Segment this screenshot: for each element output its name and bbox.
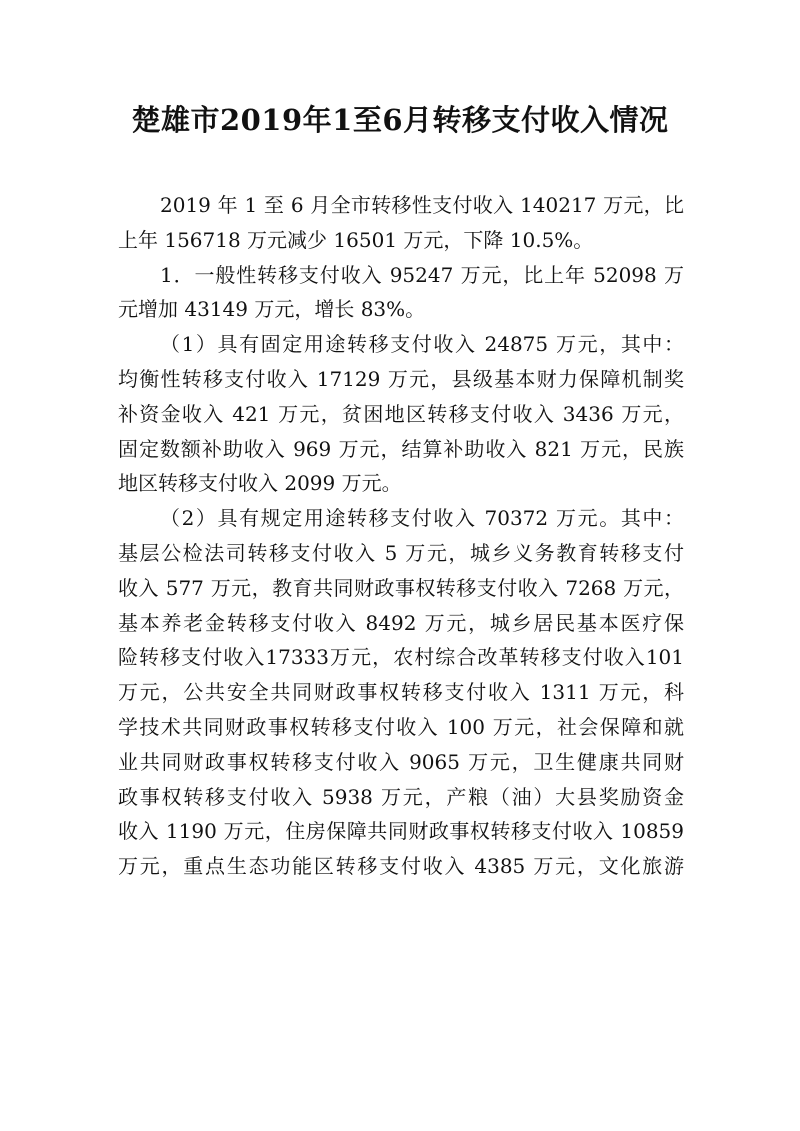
paragraph-2-line-1: 1．一般性转移支付收入 95247 万元，比上年 52098 万 [160,262,684,287]
paragraph-4-line-1: （2）具有规定用途转移支付收入 70372 万元。其中： [160,506,684,531]
paragraph-4-line-4: 基本养老金转移支付收入 8492 万元，城乡居民基本医疗保 [118,610,684,635]
paragraph-4-line-5: 险转移支付收入17333万元，农村综合改革转移支付收入101 [118,645,684,670]
paragraph-1-line-2: 上年 156718 万元减少 16501 万元，下降 10.5%。 [118,227,594,252]
document-title: 楚雄市2019年1至6月转移支付收入情况 [131,103,669,137]
paragraph-3-line-1: （1）具有固定用途转移支付收入 24875 万元，其中： [160,332,684,357]
paragraph-3-line-2: 均衡性转移支付收入 17129 万元，县级基本财力保障机制奖 [118,366,684,391]
paragraph-4-line-10: 收入 1190 万元，住房保障共同财政事权转移支付收入 10859 [118,819,684,844]
paragraph-1-line-1: 2019 年 1 至 6 月全市转移性支付收入 140217 万元，比 [160,193,684,217]
paragraph-3-line-4: 固定数额补助收入 969 万元，结算补助收入 821 万元，民族 [118,436,684,461]
paragraph-4-line-2: 基层公检法司转移支付收入 5 万元，城乡义务教育转移支付 [118,540,684,565]
paragraph-3-line-3: 补资金收入 421 万元，贫困地区转移支付收入 3436 万元， [118,401,684,426]
paragraph-3-line-5: 地区转移支付收入 2099 万元。 [118,471,402,496]
paragraph-4-line-9: 政事权转移支付收入 5938 万元，产粮（油）大县奖励资金 [118,784,684,809]
paragraph-2-line-2: 元增加 43149 万元，增长 83%。 [118,297,426,322]
paragraph-4-line-11: 万元，重点生态功能区转移支付收入 4385 万元，文化旅游 [118,854,684,879]
paragraph-4-line-7: 学技术共同财政事权转移支付收入 100 万元，社会保障和就 [118,714,684,739]
paragraph-4-line-3: 收入 577 万元，教育共同财政事权转移支付收入 7268 万元， [118,575,684,600]
paragraph-4-line-6: 万元，公共安全共同财政事权转移支付收入 1311 万元，科 [118,680,684,705]
paragraph-4-line-8: 业共同财政事权转移支付收入 9065 万元，卫生健康共同财 [118,749,684,774]
document-body [118,188,684,884]
